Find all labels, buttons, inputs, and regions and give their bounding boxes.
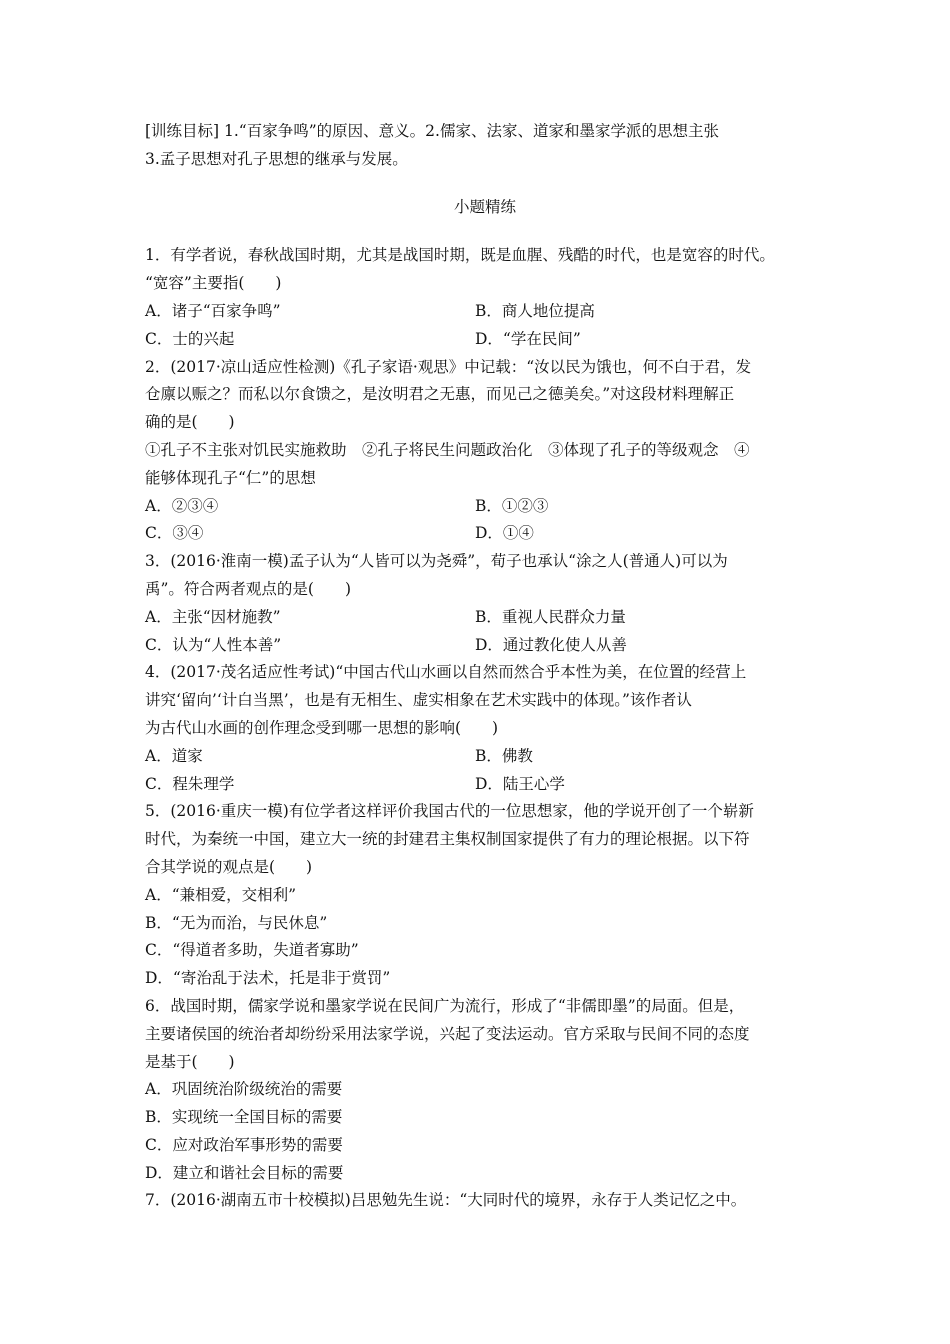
question-statements: 能够体现孔子“仁”的思想 (145, 468, 316, 487)
question-stem: 4．(2017·茂名适应性考试)“中国古代山水画以自然而然合乎本性为美，在位置的经营上 (145, 663, 747, 682)
option-c[interactable]: C．③④ (145, 524, 204, 543)
objective-line: [训练目标] 1.“百家争鸣”的原因、意义。2.儒家、法家、道家和墨家学派的思想主张 (145, 122, 719, 140)
question-1 (145, 242, 825, 353)
option-a[interactable]: A．诸子“百家争鸣” (145, 301, 281, 320)
question-stem: 3．(2016·淮南一模)孟子认为“人皆可以为尧舜”，荀子也承认“涂之人(普通人)可以为 (145, 552, 728, 571)
objective-line: 3.孟子思想对孔子思想的继承与发展。 (145, 149, 408, 168)
question-5 (145, 798, 825, 993)
option-b[interactable]: B．实现统一全国目标的需要 (145, 1108, 343, 1127)
option-b[interactable]: B．“无为而治，与民休息” (145, 913, 328, 932)
question-stem: 为古代山水画的创作理念受到哪一思想的影响( ) (145, 718, 499, 737)
option-row (145, 493, 825, 521)
question-3 (145, 548, 825, 659)
option-d[interactable]: D．“学在民间” (475, 329, 581, 348)
question-stem: “宽容”主要指( ) (145, 274, 282, 293)
option-d[interactable]: D．建立和谐社会目标的需要 (145, 1163, 344, 1182)
option-d[interactable]: D．“寄治乱于法术，托是非于赏罚” (145, 969, 391, 988)
question-stem: 禹”。符合两者观点的是( ) (145, 579, 352, 598)
training-objective (145, 118, 825, 174)
option-d[interactable]: D．通过教化使人从善 (475, 635, 627, 654)
option-b[interactable]: B．商人地位提高 (475, 301, 595, 320)
option-a[interactable]: A．“兼相爱，交相利” (145, 885, 297, 904)
question-stem: 主要诸侯国的统治者却纷纷采用法家学说，兴起了变法运动。官方采取与民间不同的态度 (145, 1024, 750, 1043)
question-stem: 仓廪以赈之？而私以尔食馈之，是汝明君之无惠，而见己之德美矣。”对这段材料理解正 (145, 385, 735, 404)
question-4 (145, 659, 825, 798)
option-row (145, 771, 825, 799)
option-d[interactable]: D．①④ (475, 524, 534, 543)
question-2 (145, 354, 825, 549)
question-stem: 是基于( ) (145, 1052, 235, 1071)
document-page (145, 118, 825, 1215)
option-a[interactable]: A．②③④ (145, 496, 219, 515)
question-stem: 2．(2017·凉山适应性检测)《孔子家语·观思》中记载：“汝以民为饿也，何不白于君，发 (145, 357, 752, 376)
question-7 (145, 1187, 825, 1215)
option-c[interactable]: C．应对政治军事形势的需要 (145, 1135, 343, 1154)
option-a[interactable]: A．主张“因材施教” (145, 607, 281, 626)
option-c[interactable]: C．“得道者多助，失道者寡助” (145, 941, 359, 960)
option-a[interactable]: A．道家 (145, 746, 203, 765)
option-row (145, 743, 825, 771)
question-stem: 讲究‘留向’‘计白当黑’，也是有无相生、虚实相象在艺术实践中的体现。”该作者认 (145, 691, 692, 710)
option-row (145, 632, 825, 660)
question-stem: 7．(2016·湖南五市十校模拟)吕思勉先生说：“大同时代的境界，永存于人类记忆之中。 (145, 1191, 747, 1210)
option-row (145, 604, 825, 632)
option-row (145, 298, 825, 326)
question-stem: 6．战国时期，儒家学说和墨家学说在民间广为流行，形成了“非儒即墨”的局面。但是， (145, 996, 745, 1015)
option-d[interactable]: D．陆王心学 (475, 774, 565, 793)
question-stem: 时代，为秦统一中国，建立大一统的封建君主集权制国家提供了有力的理论根据。以下符 (145, 830, 750, 849)
question-statements: ①孔子不主张对饥民实施救助 ②孔子将民生问题政治化 ③体现了孔子的等级观念 ④ (145, 440, 750, 459)
section-title: 小题精练 (453, 197, 516, 216)
option-c[interactable]: C．认为“人性本善” (145, 635, 282, 654)
option-b[interactable]: B．佛教 (475, 746, 533, 765)
question-stem: 5．(2016·重庆一模)有位学者这样评价我国古代的一位思想家，他的学说开创了一个崭新 (145, 802, 754, 821)
option-b[interactable]: B．①②③ (475, 496, 549, 515)
option-b[interactable]: B．重视人民群众力量 (475, 607, 626, 626)
option-c[interactable]: C．士的兴起 (145, 329, 235, 348)
question-stem: 1．有学者说，春秋战国时期，尤其是战国时期，既是血腥、残酷的时代，也是宽容的时代。 (145, 246, 775, 265)
question-6 (145, 993, 825, 1188)
option-row (145, 326, 825, 354)
option-a[interactable]: A．巩固统治阶级统治的需要 (145, 1080, 343, 1099)
question-stem: 确的是( ) (145, 413, 235, 432)
question-stem: 合其学说的观点是( ) (145, 857, 313, 876)
option-c[interactable]: C．程朱理学 (145, 774, 235, 793)
option-row (145, 520, 825, 548)
